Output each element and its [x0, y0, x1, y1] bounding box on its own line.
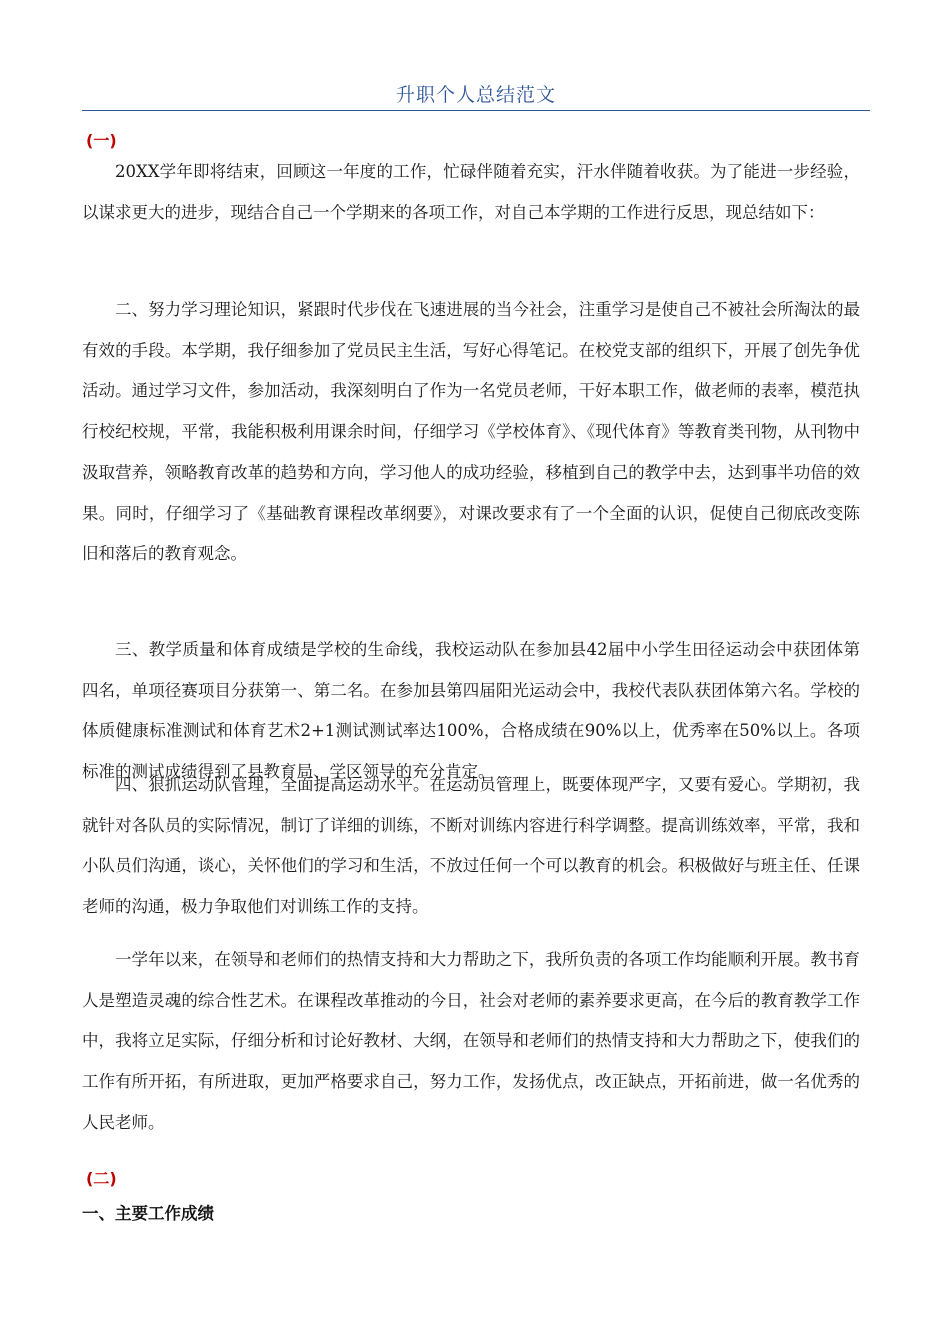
paragraph-1: 20XX学年即将结束，回顾这一年度的工作，忙碌伴随着充实，汗水伴随着收获。为了能进一步经验，以谋求更大的进步，现结合自己一个学期来的各项工作，对自己本学期的工作进行反思，现总结如下： [82, 162, 860, 222]
paragraph-4: 四、狠抓运动队管理，全面提高运动水平。在运动员管理上，既要体现严字，又要有爱心。学期初，我就针对各队员的实际情况，制订了详细的训练，不断对训练内容进行科学调整。提高训练效率，平常，我和小队员们沟通，谈心，关怀他们的学习和生活，不放过任何一个可以教育的机会。积极做好与班主任、任课老师的沟通，极力争取他们对训练工作的支持。 [82, 775, 860, 917]
section-heading-2: (二) [86, 1169, 117, 1188]
title-underline [82, 110, 870, 111]
document-title: 升职个人总结范文 [395, 84, 556, 106]
section-heading-1: (一) [86, 131, 117, 150]
paragraph-3: 三、教学质量和体育成绩是学校的生命线，我校运动队在参加县42届中小学生田径运动会中获团体第四名，单项径赛项目分获第一、第二名。在参加县第四届阳光运动会中，我校代表队获团体第六名。学校的体质健康标准测试和体育艺术2+1测试测试率达100%，合格成绩在90%以上，优秀率在50%以上。各项标准的测试成绩得到了县教育局、学区领导的充分肯定。 [82, 640, 860, 782]
paragraph-5: 一学年以来，在领导和老师们的热情支持和大力帮助之下，我所负责的各项工作均能顺利开展。教书育人是塑造灵魂的综合性艺术。在课程改革推动的今日，社会对老师的素养要求更高，在今后的教育教学工作中，我将立足实际，仔细分析和讨论好教材、大纲，在领导和老师们的热情支持和大力帮助之下，使我们的工作有所开拓，有所进取，更加严格要求自己，努力工作，发扬优点，改正缺点，开拓前进，做一名优秀的人民老师。 [82, 950, 860, 1132]
title-wrap [82, 82, 870, 108]
paragraph-2: 二、努力学习理论知识，紧跟时代步伐在飞速进展的当今社会，注重学习是使自己不被社会所淘汰的最有效的手段。本学期，我仔细参加了党员民主生活，写好心得笔记。在校党支部的组织下，开展了创先争优活动。通过学习文件，参加活动，我深刻明白了作为一名党员老师，干好本职工作，做老师的表率，模范执行校纪校规，平常，我能积极利用课余时间，仔细学习《学校体育》、《现代体育》等教育类刊物，从刊物中汲取营养，领略教育改革的趋势和方向，学习他人的成功经验，移植到自己的教学中去，达到事半功倍的效果。同时，仔细学习了《基础教育课程改革纲要》，对课改要求有了一个全面的认识，促使自己彻底改变陈旧和落后的教育观念。 [82, 300, 860, 564]
subheading-main-achievements: 一、主要工作成绩 [82, 1204, 214, 1223]
